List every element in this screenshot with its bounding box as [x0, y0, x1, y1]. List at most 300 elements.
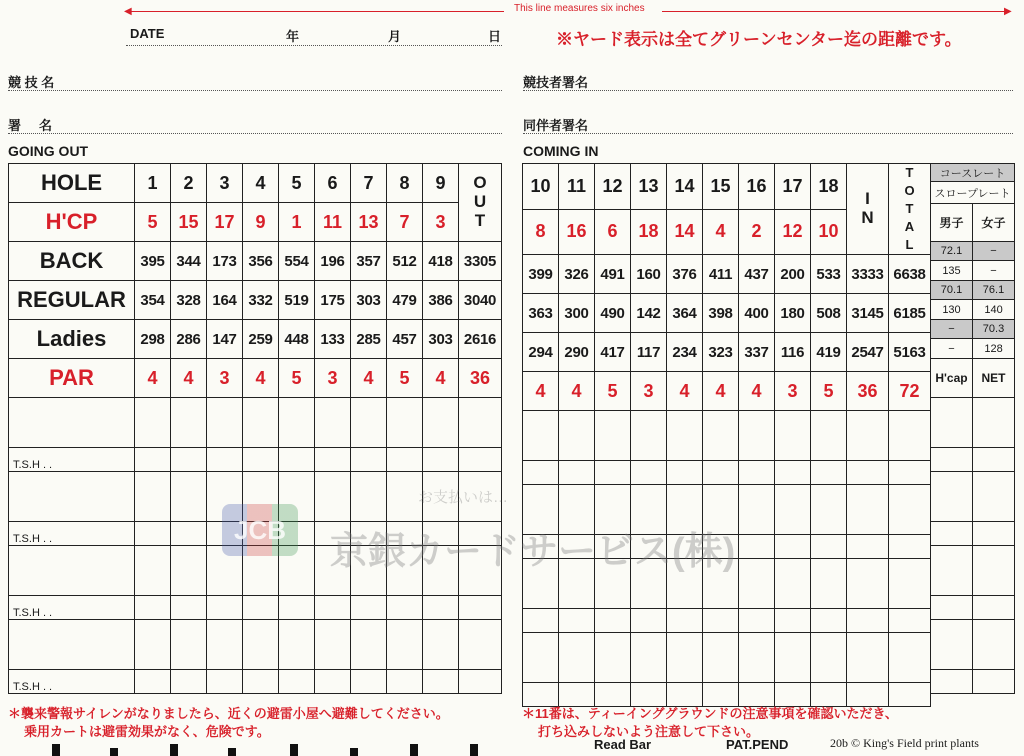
putt-cell[interactable] — [315, 670, 351, 694]
putt-cell[interactable] — [595, 461, 631, 485]
hole-row — [523, 164, 931, 210]
hcp-value: 8 — [523, 209, 559, 255]
hole-number: 1 — [135, 164, 171, 203]
player-name-cell[interactable] — [9, 620, 135, 670]
putt-cell[interactable] — [423, 448, 459, 472]
yardage-cell: 147 — [207, 320, 243, 359]
score-cell[interactable] — [279, 398, 315, 448]
score-cell[interactable] — [889, 633, 931, 683]
yardage-cell: 411 — [703, 255, 739, 294]
tsh-row — [523, 461, 931, 485]
par-value: 4 — [739, 372, 775, 411]
par-value: 4 — [703, 372, 739, 411]
score-cell[interactable] — [739, 633, 775, 683]
going-out-title: GOING OUT — [8, 143, 89, 159]
putt-cell[interactable] — [631, 461, 667, 485]
hcp-label: H'CP — [9, 203, 135, 242]
hole-number: 14 — [667, 164, 703, 210]
hcap-cell[interactable] — [931, 522, 973, 546]
total-letter: O — [904, 183, 915, 198]
score-cell[interactable] — [889, 411, 931, 461]
yardage-cell: 286 — [171, 320, 207, 359]
score-cell[interactable] — [171, 620, 207, 670]
score-cell[interactable] — [775, 633, 811, 683]
score-cell[interactable] — [315, 472, 351, 522]
par-value: 4 — [243, 359, 279, 398]
hole-number: 2 — [171, 164, 207, 203]
score-cell[interactable] — [847, 633, 889, 683]
yardage-cell: 133 — [315, 320, 351, 359]
putt-cell[interactable] — [847, 609, 889, 633]
date-label: DATE — [130, 26, 165, 41]
regular-row — [9, 281, 502, 320]
competitor-signature-line — [523, 90, 1013, 91]
yardage-cell: 164 — [207, 281, 243, 320]
score-cell[interactable] — [523, 633, 559, 683]
score-cell[interactable] — [739, 559, 775, 609]
hcp-value: 6 — [595, 209, 631, 255]
putt-cell[interactable] — [811, 461, 847, 485]
putt-cell[interactable] — [207, 670, 243, 694]
hcp-value: 9 — [243, 203, 279, 242]
slope-value: − — [973, 261, 1015, 281]
lightning-warning-line1: ＊襲来警報サイレンがなりましたら、近くの避雷小屋へ避難してください。 — [8, 706, 449, 721]
slope-value: 128 — [973, 339, 1015, 359]
arrow-right-icon: ▶ — [1004, 6, 1012, 17]
putt-cell[interactable] — [667, 609, 703, 633]
yardage-cell: 142 — [631, 294, 667, 333]
yardage-cell: 519 — [279, 281, 315, 320]
putt-cell[interactable] — [811, 609, 847, 633]
score-cell[interactable] — [135, 620, 171, 670]
course-rate-label: コースレート — [931, 164, 1015, 182]
putt-cell[interactable] — [135, 670, 171, 694]
score-cell[interactable] — [459, 620, 502, 670]
yardage-cell: 418 — [423, 242, 459, 281]
putt-cell[interactable] — [667, 461, 703, 485]
putt-cell[interactable] — [387, 670, 423, 694]
yardage-cell: 363 — [523, 294, 559, 333]
hole-label: HOLE — [9, 164, 135, 203]
yardage-cell: 303 — [351, 281, 387, 320]
par-value: 3 — [775, 372, 811, 411]
hole-number: 11 — [559, 164, 595, 210]
hole-number: 4 — [243, 164, 279, 203]
hcp-row — [9, 203, 502, 242]
in-par-total: 36 — [847, 372, 889, 411]
putt-cell[interactable] — [243, 670, 279, 694]
yardage-cell: 117 — [631, 333, 667, 372]
putt-cell[interactable] — [423, 670, 459, 694]
score-cell[interactable] — [847, 485, 889, 535]
putt-cell[interactable] — [351, 670, 387, 694]
hole-number: 17 — [775, 164, 811, 210]
score-cell[interactable] — [171, 546, 207, 596]
putt-cell[interactable] — [775, 461, 811, 485]
hole-number: 7 — [351, 164, 387, 203]
hcp-value: 10 — [811, 209, 847, 255]
score-cell[interactable] — [559, 411, 595, 461]
watermark-company: 京銀カードサービス(株) — [330, 531, 736, 573]
hole-number: 15 — [703, 164, 739, 210]
yardage-cell: 303 — [423, 320, 459, 359]
putt-cell[interactable] — [703, 609, 739, 633]
competition-line — [8, 90, 502, 91]
putt-cell[interactable] — [423, 596, 459, 620]
putt-cell[interactable] — [135, 448, 171, 472]
player-score-row — [9, 620, 502, 670]
score-cell[interactable] — [243, 620, 279, 670]
putt-cell[interactable] — [279, 448, 315, 472]
coming-in-title: COMING IN — [523, 143, 599, 159]
score-cell[interactable] — [243, 398, 279, 448]
rating-value: 72.1 — [931, 242, 973, 261]
net-cell[interactable] — [973, 448, 1015, 472]
yardage-cell: 533 — [811, 255, 847, 294]
score-cell[interactable] — [631, 411, 667, 461]
putt-cell[interactable] — [559, 609, 595, 633]
date-line — [126, 45, 502, 46]
player-score-row — [9, 398, 502, 448]
score-cell[interactable] — [459, 398, 502, 448]
yardage-cell: 356 — [243, 242, 279, 281]
yardage-cell: 323 — [703, 333, 739, 372]
hole-number: 16 — [739, 164, 775, 210]
tsh-label: T.S.H . . — [9, 596, 135, 620]
putt-cell[interactable] — [523, 461, 559, 485]
score-cell[interactable] — [739, 411, 775, 461]
yardage-cell: 479 — [387, 281, 423, 320]
ladies-label: Ladies — [9, 320, 135, 359]
putt-cell[interactable] — [595, 609, 631, 633]
par-value: 5 — [387, 359, 423, 398]
hole-number: 12 — [595, 164, 631, 210]
score-cell[interactable] — [889, 559, 931, 609]
back-label: BACK — [9, 242, 135, 281]
putt-cell[interactable] — [889, 535, 931, 559]
putt-cell[interactable] — [459, 596, 502, 620]
score-cell[interactable] — [559, 633, 595, 683]
par-label: PAR — [9, 359, 135, 398]
hole-number: 8 — [387, 164, 423, 203]
putt-cell[interactable] — [279, 670, 315, 694]
ladies-row — [9, 320, 502, 359]
putt-cell[interactable] — [523, 609, 559, 633]
yardage-cell: 417 — [595, 333, 631, 372]
player-score-row — [523, 411, 931, 461]
par-value: 5 — [279, 359, 315, 398]
player-name-cell[interactable] — [9, 546, 135, 596]
score-cell[interactable] — [595, 411, 631, 461]
hcp-value: 4 — [703, 209, 739, 255]
hcap-cell[interactable] — [931, 670, 973, 694]
regular-row — [523, 294, 931, 333]
out-par-total: 36 — [459, 359, 502, 398]
putt-cell[interactable] — [889, 461, 931, 485]
score-cell[interactable] — [423, 398, 459, 448]
score-cell[interactable] — [847, 559, 889, 609]
out-letter: O — [473, 173, 487, 192]
par-value: 3 — [207, 359, 243, 398]
hcap-cell[interactable] — [931, 472, 973, 522]
putt-cell[interactable] — [739, 535, 775, 559]
slope-value: 130 — [931, 300, 973, 320]
day-label: 日 — [488, 29, 502, 44]
in-letter: I — [865, 189, 870, 208]
hole-number: 18 — [811, 164, 847, 210]
yardage-cell: 180 — [775, 294, 811, 333]
hcap-cell[interactable] — [931, 620, 973, 670]
rating-value: 70.3 — [973, 320, 1015, 339]
yardage-cell: 398 — [703, 294, 739, 333]
yardage-cell: 400 — [739, 294, 775, 333]
yardage-cell: 173 — [207, 242, 243, 281]
measure-note: This line measures six inches — [514, 3, 645, 14]
par-value: 4 — [667, 372, 703, 411]
hcp-value: 2 — [739, 209, 775, 255]
score-cell[interactable] — [207, 398, 243, 448]
putt-cell[interactable] — [207, 448, 243, 472]
par-value: 3 — [315, 359, 351, 398]
score-cell[interactable] — [279, 620, 315, 670]
score-cell[interactable] — [387, 620, 423, 670]
player-name-cell[interactable] — [9, 398, 135, 448]
putt-cell[interactable] — [559, 461, 595, 485]
score-cell[interactable] — [775, 559, 811, 609]
hcap-cell[interactable] — [931, 596, 973, 620]
par-value: 5 — [595, 372, 631, 411]
in-total-cell: 2547 — [847, 333, 889, 372]
putt-cell[interactable] — [739, 609, 775, 633]
score-cell[interactable] — [811, 559, 847, 609]
par-value: 5 — [811, 372, 847, 411]
jcb-logo: JCB — [222, 504, 298, 556]
score-cell[interactable] — [703, 411, 739, 461]
putt-cell[interactable] — [279, 596, 315, 620]
par-row — [9, 359, 502, 398]
read-bar-marks — [0, 742, 520, 756]
par-value: 4 — [171, 359, 207, 398]
hcp-value: 16 — [559, 209, 595, 255]
yardage-cell: 337 — [739, 333, 775, 372]
score-cell[interactable] — [631, 633, 667, 683]
putt-cell[interactable] — [207, 596, 243, 620]
putt-cell[interactable] — [171, 670, 207, 694]
out-total-cell: 3040 — [459, 281, 502, 320]
yardage-cell: 234 — [667, 333, 703, 372]
yardage-cell: 344 — [171, 242, 207, 281]
tsh-label: T.S.H . . — [9, 522, 135, 546]
putt-cell[interactable] — [243, 448, 279, 472]
yardage-cell: 399 — [523, 255, 559, 294]
score-cell[interactable] — [207, 620, 243, 670]
regular-label: REGULAR — [9, 281, 135, 320]
score-cell[interactable] — [351, 620, 387, 670]
hole11-note-line1: ＊11番は、ティーインググラウンドの注意事項を確認いただき、 — [522, 706, 898, 721]
putt-cell[interactable] — [459, 448, 502, 472]
net-cell[interactable] — [973, 546, 1015, 596]
score-cell[interactable] — [889, 485, 931, 535]
yardage-cell: 376 — [667, 255, 703, 294]
hcp-value: 13 — [351, 203, 387, 242]
hcap-cell[interactable] — [931, 398, 973, 448]
putt-cell[interactable] — [135, 522, 171, 546]
putt-cell[interactable] — [775, 535, 811, 559]
net-cell[interactable] — [973, 596, 1015, 620]
signature-line — [8, 133, 502, 134]
yardage-note: ※ヤード表示は全てグリーンセンター迄の距離です。 — [556, 30, 962, 49]
putt-cell[interactable] — [351, 448, 387, 472]
putt-cell[interactable] — [775, 609, 811, 633]
putt-cell[interactable] — [171, 522, 207, 546]
rating-value: 70.1 — [931, 281, 973, 300]
net-label: NET — [973, 359, 1015, 398]
score-cell[interactable] — [703, 633, 739, 683]
net-cell[interactable] — [973, 670, 1015, 694]
hcp-value: 12 — [775, 209, 811, 255]
score-cell[interactable] — [523, 411, 559, 461]
putt-cell[interactable] — [387, 448, 423, 472]
score-cell[interactable] — [351, 398, 387, 448]
yardage-cell: 300 — [559, 294, 595, 333]
net-cell[interactable] — [973, 620, 1015, 670]
score-cell[interactable] — [135, 546, 171, 596]
putt-cell[interactable] — [847, 535, 889, 559]
tsh-label: T.S.H . . — [9, 670, 135, 694]
par-value: 4 — [523, 372, 559, 411]
putt-cell[interactable] — [243, 596, 279, 620]
companion-signature-label: 同伴者署名 — [523, 118, 589, 133]
out-letter: U — [473, 192, 487, 211]
in-total-cell: 3333 — [847, 255, 889, 294]
score-cell[interactable] — [135, 472, 171, 522]
yardage-cell: 419 — [811, 333, 847, 372]
out-total-header — [459, 164, 502, 242]
putt-cell[interactable] — [387, 596, 423, 620]
year-label: 年 — [286, 29, 300, 44]
hcp-value: 15 — [171, 203, 207, 242]
score-cell[interactable] — [667, 633, 703, 683]
watermark-small-text: お支払いは… — [418, 489, 509, 506]
score-cell[interactable] — [387, 398, 423, 448]
yardage-cell: 457 — [387, 320, 423, 359]
score-cell[interactable] — [847, 411, 889, 461]
putt-cell[interactable] — [351, 596, 387, 620]
score-cell[interactable] — [315, 620, 351, 670]
hole-number: 10 — [523, 164, 559, 210]
putt-cell[interactable] — [459, 670, 502, 694]
player-score-row — [523, 633, 931, 683]
total-header — [889, 164, 931, 255]
net-cell[interactable] — [973, 522, 1015, 546]
score-cell[interactable] — [775, 485, 811, 535]
putt-cell[interactable] — [631, 609, 667, 633]
player-name-cell[interactable] — [9, 472, 135, 522]
hcp-value: 11 — [315, 203, 351, 242]
putt-cell[interactable] — [811, 535, 847, 559]
hcp-value: 18 — [631, 209, 667, 255]
measure-line-left — [126, 11, 504, 12]
coming-in-table — [522, 163, 931, 707]
in-total-header — [847, 164, 889, 255]
yardage-cell: 490 — [595, 294, 631, 333]
net-cell[interactable] — [973, 472, 1015, 522]
tsh-label: T.S.H . . — [9, 448, 135, 472]
putt-cell[interactable] — [171, 596, 207, 620]
score-cell[interactable] — [811, 485, 847, 535]
yardage-cell: 512 — [387, 242, 423, 281]
score-cell[interactable] — [811, 633, 847, 683]
yardage-cell: 259 — [243, 320, 279, 359]
score-cell[interactable] — [667, 411, 703, 461]
measure-line-right — [662, 11, 1010, 12]
tsh-row — [9, 448, 502, 472]
putt-cell[interactable] — [889, 609, 931, 633]
hcap-label: H'cap — [931, 359, 973, 398]
hcp-value: 3 — [423, 203, 459, 242]
score-cell[interactable] — [595, 633, 631, 683]
hcp-value: 17 — [207, 203, 243, 242]
score-cell[interactable] — [811, 411, 847, 461]
par-value: 4 — [351, 359, 387, 398]
score-cell[interactable] — [739, 485, 775, 535]
in-letter: N — [861, 208, 874, 227]
score-cell[interactable] — [171, 472, 207, 522]
yardage-cell: 386 — [423, 281, 459, 320]
putt-cell[interactable] — [703, 461, 739, 485]
par-value: 4 — [135, 359, 171, 398]
yardage-cell: 364 — [667, 294, 703, 333]
total-letter: T — [905, 165, 914, 180]
score-cell[interactable] — [171, 398, 207, 448]
hcap-cell[interactable] — [931, 448, 973, 472]
yardage-cell: 448 — [279, 320, 315, 359]
putt-cell[interactable] — [847, 461, 889, 485]
total-letter: T — [905, 201, 914, 216]
putt-cell[interactable] — [739, 461, 775, 485]
putt-cell[interactable] — [171, 448, 207, 472]
month-label: 月 — [388, 29, 402, 44]
women-label: 女子 — [973, 204, 1015, 242]
slope-label: スロープレート — [931, 182, 1015, 204]
course-rating-table — [930, 163, 1015, 694]
score-cell[interactable] — [315, 398, 351, 448]
putt-cell[interactable] — [315, 596, 351, 620]
hole-row — [9, 164, 502, 203]
lightning-warning-line2: 乗用カートは避雷効果がなく、危険です。 — [24, 724, 270, 739]
hole-number: 5 — [279, 164, 315, 203]
score-cell[interactable] — [775, 411, 811, 461]
out-total-cell: 2616 — [459, 320, 502, 359]
arrow-left-icon: ◀ — [124, 6, 132, 17]
putt-cell[interactable] — [315, 448, 351, 472]
yardage-cell: 508 — [811, 294, 847, 333]
hole-number: 3 — [207, 164, 243, 203]
net-cell[interactable] — [973, 398, 1015, 448]
yardage-cell: 491 — [595, 255, 631, 294]
putt-cell[interactable] — [135, 596, 171, 620]
hole-number: 13 — [631, 164, 667, 210]
hole-number: 9 — [423, 164, 459, 203]
rating-value: − — [931, 320, 973, 339]
score-cell[interactable] — [351, 472, 387, 522]
score-cell[interactable] — [423, 620, 459, 670]
tsh-row — [9, 670, 502, 694]
hcap-cell[interactable] — [931, 546, 973, 596]
score-cell[interactable] — [135, 398, 171, 448]
pat-pend-label: PAT.PEND — [726, 737, 789, 752]
par-value: 4 — [559, 372, 595, 411]
